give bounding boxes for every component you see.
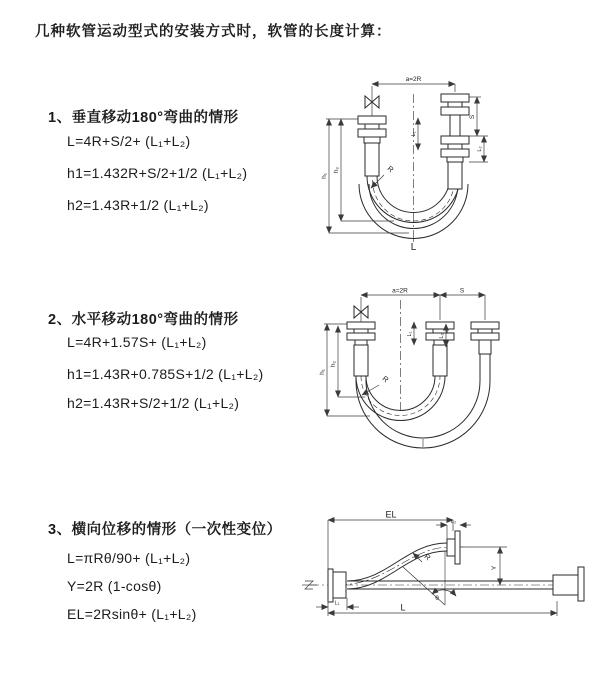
diagram-horizontal-180-bend-svg [315, 286, 507, 456]
section-1-formula-h1: h1=1.432R+S/2+1/2 (L₁+L₂) [67, 165, 248, 181]
dimension-label-y: Y [491, 565, 498, 571]
dimension-label-a2r: a=2R [405, 76, 422, 83]
dimension-label-length: L [410, 242, 417, 253]
bend-radius-label: R [380, 373, 391, 385]
braided-hose-section [354, 345, 368, 376]
diagram-lateral-displacement [302, 508, 592, 630]
dimension-label-h2: h₂ [330, 360, 337, 368]
right-flange-original [553, 567, 584, 601]
section-1-formula-h2: h2=1.43R+1/2 (L₁+L₂) [67, 197, 209, 213]
dimension-label-a2r: a=2R [392, 287, 408, 295]
diagram-horizontal-180-bend [315, 286, 507, 456]
section-2-formula-length: L=4R+1.57S+ (L₁+L₂) [67, 334, 207, 350]
pipe-ends [356, 352, 490, 381]
bend-radius-label: R [422, 551, 433, 563]
dimension-label-h1: h₁ [319, 369, 326, 375]
left-flange-fitting [347, 322, 375, 376]
angle-theta-label: θ [435, 595, 439, 602]
dimension-label-el: EL [385, 509, 397, 520]
section-2-heading: 2、水平移动180°弯曲的情形 [48, 312, 239, 328]
dimension-label-l2: L₂ [477, 146, 483, 152]
angle-construction [403, 551, 456, 605]
bend-radius-label: R [385, 163, 396, 175]
dimension-label-l1: L₁ [411, 131, 417, 137]
dimension-label-s: S [459, 287, 465, 295]
document-title: 几种软管运动型式的安装方式时，软管的长度计算： [35, 24, 392, 40]
diagram-vertical-180-bend [314, 72, 494, 252]
hose-curves [310, 543, 574, 589]
dimension-label-l1: L₁ [334, 600, 340, 607]
right-flange-moved-position [471, 322, 499, 354]
dimension-label-s: S [469, 114, 476, 120]
left-flange-fitting [358, 116, 386, 176]
section-3-formula-y: Y=2R (1-cosθ) [67, 578, 162, 594]
dimensions [319, 288, 485, 448]
dimensions [321, 76, 488, 253]
dimension-label-h2: h₂ [333, 166, 340, 174]
section-3-formula-length: L=πRθ/90+ (L₁+L₂) [67, 550, 191, 566]
section-1-formula-length: L=4R+S/2+ (L₁+L₂) [67, 133, 191, 149]
diagram-lateral-displacement-svg [302, 508, 592, 630]
section-1-heading: 1、垂直移动180°弯曲的情形 [48, 110, 239, 126]
dimension-label-h1: h₁ [321, 173, 328, 179]
right-flange-lower-position [441, 136, 469, 189]
valve-icon [365, 86, 379, 116]
valve-icon [354, 297, 368, 322]
dimension-label-l2: L₂ [439, 333, 445, 339]
section-2-formula-h2: h2=1.43R+S/2+1/2 (L₁+L₂) [67, 395, 240, 411]
middle-flange-fitting [426, 322, 454, 376]
upper-right-flange-displaced [447, 531, 460, 564]
diagram-vertical-180-bend-svg [314, 72, 494, 252]
dimension-label-length: L [400, 602, 406, 613]
dimension-label-l1: L₁ [407, 331, 413, 337]
left-flange-fitting [328, 569, 346, 602]
braided-hose-section [448, 162, 462, 189]
braided-hose-section [365, 143, 379, 176]
section-3-heading: 3、横向位移的情形（一次性变位） [48, 522, 282, 538]
section-2-formula-h1: h1=1.43R+0.785S+1/2 (L₁+L₂) [67, 366, 264, 382]
right-flange-upper-position [441, 94, 469, 115]
braided-hose-section [433, 345, 447, 376]
dimension-label-l2: L₂ [450, 519, 457, 525]
centerline-mark [302, 581, 317, 589]
section-3-formula-el: EL=2Rsinθ+ (L₁+L₂) [67, 606, 197, 622]
